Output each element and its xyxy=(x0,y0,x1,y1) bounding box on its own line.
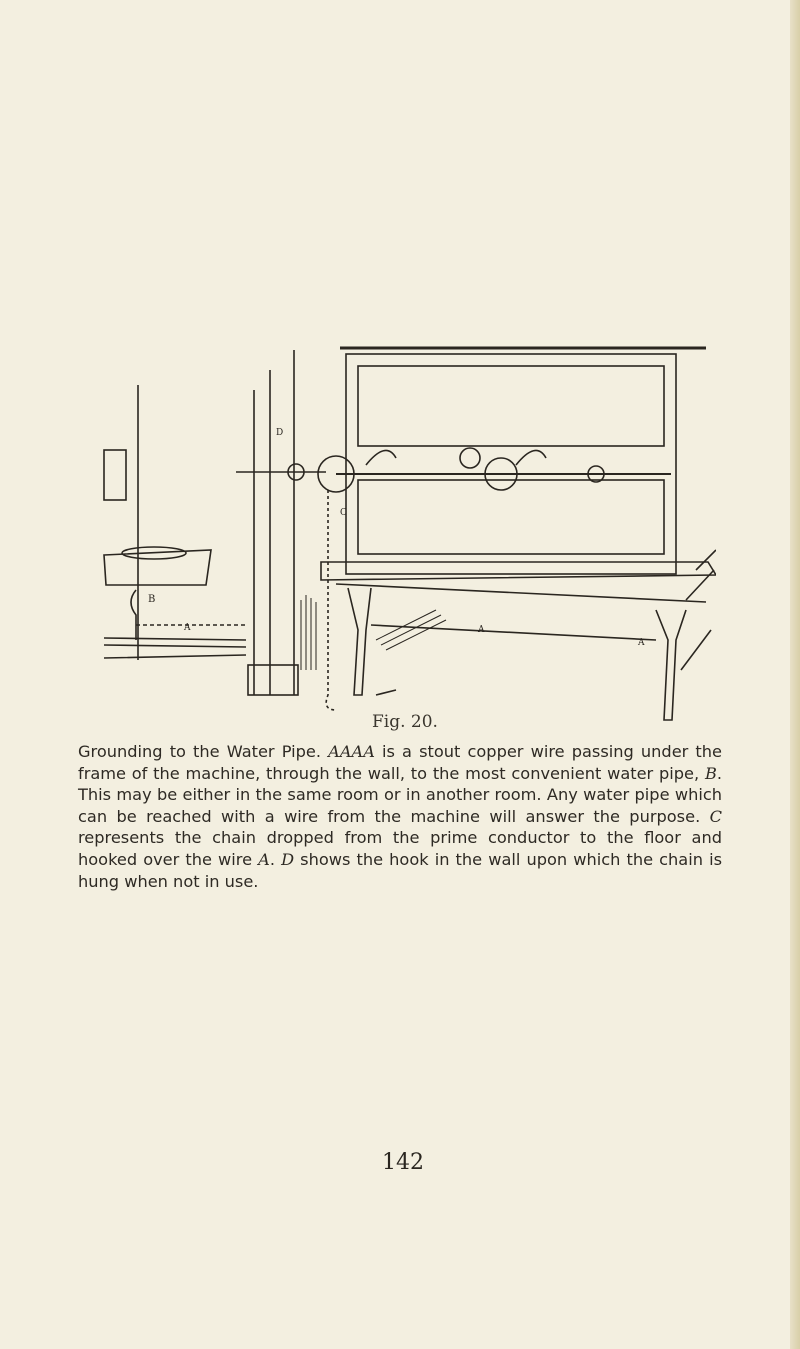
cabinet-lower-panel xyxy=(358,480,664,554)
water-pipe-b xyxy=(131,590,136,640)
caption-italic-c: C xyxy=(709,806,722,826)
comb-right xyxy=(516,450,546,465)
page-number: 142 xyxy=(382,1150,424,1175)
caption-text-3: is a stout copper wire passing under the frame of the machine, through the wall, to the most convenient water pipe, xyxy=(78,742,722,783)
label-a-right: A xyxy=(638,638,645,648)
hook-d-floor xyxy=(376,690,396,695)
figure-caption xyxy=(78,741,722,892)
label-a-mid: A xyxy=(478,625,485,635)
wall-hatching xyxy=(301,595,446,670)
table-apron xyxy=(336,584,706,602)
caption-italic-d: D xyxy=(281,849,295,869)
baseboard xyxy=(248,665,298,695)
disc-knob xyxy=(460,448,480,468)
caption-text-9: . xyxy=(269,849,282,869)
sink-basin xyxy=(104,550,211,585)
cabinet-frame xyxy=(346,354,676,574)
page-edge xyxy=(790,0,800,1349)
table-leg-back xyxy=(681,550,716,670)
caption-italic-aaaa: AAAA xyxy=(328,742,375,761)
label-d: D xyxy=(276,428,284,438)
caption-italic-b: B xyxy=(704,763,717,783)
figure-label: Fig. 20. xyxy=(372,712,438,732)
wire-a-right xyxy=(371,625,656,640)
figure-illustration xyxy=(96,340,716,740)
caption-italic-a: A xyxy=(258,849,270,869)
table-leg-left xyxy=(348,588,371,695)
floor-lines-left xyxy=(104,638,246,658)
label-b: B xyxy=(148,594,156,605)
table-leg-right xyxy=(656,610,686,720)
label-c: C xyxy=(340,508,347,518)
label-a-left: A xyxy=(184,623,191,633)
cabinet-upper-panel xyxy=(358,366,664,446)
chain-c xyxy=(326,490,336,710)
comb-left xyxy=(366,450,396,465)
caption-text-1: Grounding to the Water Pipe. xyxy=(78,742,321,761)
table-top xyxy=(321,562,716,580)
caption-text-5: . This may be either in the same room or in another room. Any water pipe which can be reached with a wire from the machine will answer the purpose. xyxy=(78,763,722,826)
caption-text-7: represents the chain dropped from the prime conductor to the floor and hooked over the wire xyxy=(78,828,722,869)
caption-text-11: shows the hook in the wall upon which the chain is hung when not in use. xyxy=(78,849,723,891)
mirror xyxy=(104,450,126,500)
grounding-engraving xyxy=(96,340,716,740)
